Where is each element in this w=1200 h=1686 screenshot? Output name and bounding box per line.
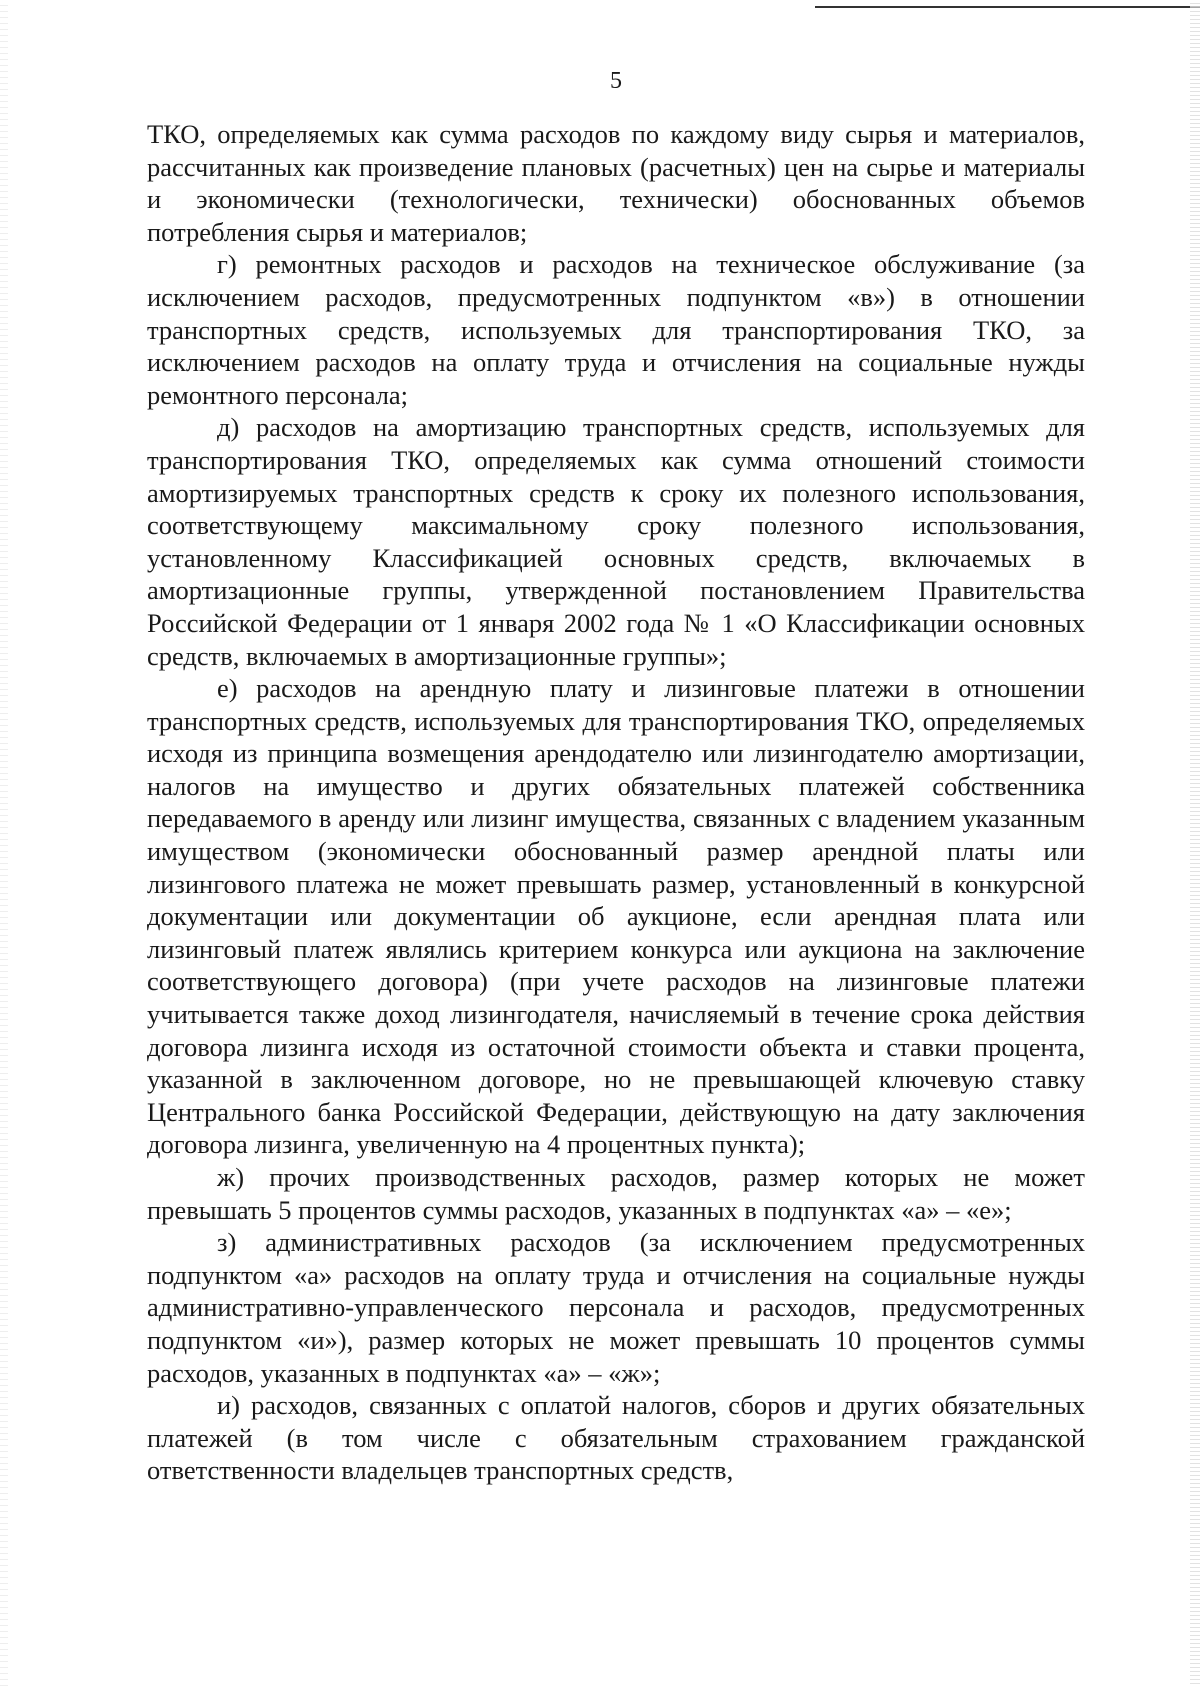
- document-body: [147, 118, 1085, 1487]
- paragraph-continuation: ТКО, определяемых как сумма расходов по каждому виду сырья и материалов, рассчитанных как произведение плановых (расчетных) цен на сырье и материалы и экономически (технологически, технически) обоснованных объемов потребления сырья и материалов;: [147, 119, 1085, 247]
- scan-margin-left: [0, 0, 8, 1686]
- paragraph-item-z: з) административных расходов (за исключением предусмотренных подпунктом «а» расходов на оплату труда и отчисления на социальные нужды административно-управленческого персонала и расходов, предусмотренных подпунктом «и»), размер которых не может превышать 10 процентов суммы расходов, указанных в подпунктах «а» – «ж»;: [147, 1227, 1085, 1388]
- paragraph-item-e: е) расходов на арендную плату и лизинговые платежи в отношении транспортных средств, используемых для транспортирования ТКО, определяемых исходя из принципа возмещения арендодателю или лизингодателю амортизации, налогов на имущество и других обязательных платежей собственника передаваемого в аренду или лизинг имущества, связанных с владением указанным имуществом (экономически обоснованный размер арендной платы или лизингового платежа не может превышать размер, установленный в конкурсной документации или документации об аукционе, если арендная плата или лизинговый платеж являлись критерием конкурса или аукциона на заключение соответствующего договора) (при учете расходов на лизинговые платежи учитывается также доход лизингодателя, начисляемый в течение срока действия договора лизинга исходя из остаточной стоимости объекта и ставки процента, указанной в заключенном договоре, но не превышающей ключевую ставку Центрального банка Российской Федерации, действующую на дату заключения договора лизинга, увеличенную на 4 процентных пункта);: [147, 673, 1085, 1160]
- scan-border-line: [815, 6, 1200, 8]
- page-number: 5: [610, 68, 622, 94]
- paragraph-item-zh: ж) прочих производственных расходов, размер которых не может превышать 5 процентов суммы расходов, указанных в подпунктах «а» – «е»;: [147, 1162, 1085, 1225]
- paragraph-item-d: д) расходов на амортизацию транспортных средств, используемых для транспортирования ТКО, определяемых как сумма отношений стоимости амортизируемых транспортных средств к сроку их полезного использования, соответствующему максимальному сроку полезного использования, установленному Классификацией основных средств, включаемых в амортизационные группы, утвержденной постановлением Правительства Российской Федерации от 1 января 2002 года № 1 «О Классификации основных средств, включаемых в амортизационные группы»;: [147, 412, 1085, 671]
- scan-margin-right: [1190, 0, 1200, 1686]
- paragraph-item-i: и) расходов, связанных с оплатой налогов, сборов и других обязательных платежей (в том числе с обязательным страхованием гражданской ответственности владельцев транспортных средств,: [147, 1390, 1085, 1486]
- paragraph-item-g: г) ремонтных расходов и расходов на техническое обслуживание (за исключением расходов, предусмотренных подпунктом «в») в отношении транспортных средств, используемых для транспортирования ТКО, за исключением расходов на оплату труда и отчисления на социальные нужды ремонтного персонала;: [147, 249, 1085, 410]
